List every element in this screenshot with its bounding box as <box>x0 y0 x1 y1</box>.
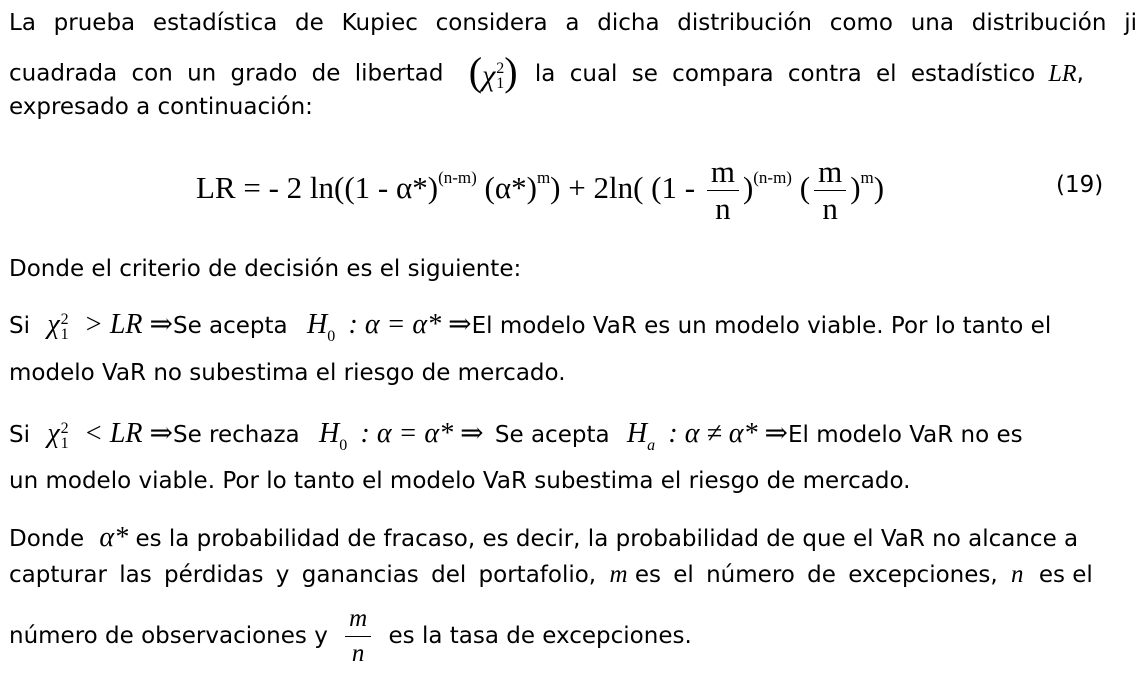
m-symbol: m <box>609 561 628 588</box>
rule-1-line-1: Si χ 2 1 > LR ⇒Se acepta $H_0$ : α = α* ⇒El modelo VaR es un modelo viable. Por lo tanto el <box>9 309 1052 345</box>
chi-symbol: χ <box>47 418 60 449</box>
rule-2-line-2: un modelo viable. Por lo tanto el modelo VaR subestima el riesgo de mercado. <box>9 468 911 494</box>
relation-lt-lr: < LR ⇒ <box>83 418 173 449</box>
definitions-line-1: Donde α* es la probabilidad de fracaso, es decir, la probabilidad de que el VaR no alcance a <box>9 522 1079 553</box>
h0-symbol: H <box>306 309 328 340</box>
fraction-m-over-n: $\frac{m}{n}$ <box>707 154 739 227</box>
text-segment: cuadrada con un grado de libertad <box>9 60 444 87</box>
text-segment: la cual se compara contra el estadístico <box>534 60 1036 87</box>
alpha-star-symbol: α* <box>99 522 129 553</box>
lr-symbol: LR <box>1048 60 1077 87</box>
hypothesis-null: : α = α* ⇒ <box>348 309 472 340</box>
hypothesis-null: : α = α* ⇒ <box>360 418 484 449</box>
paragraph-1-line-2: cuadrada con un grado de libertad (χ 2 1 ) la cual se compara contra el estadístico LR, <box>9 49 1084 94</box>
chi-square-expression: (χ 2 1 ) <box>468 49 518 94</box>
ha-symbol: H <box>626 418 648 449</box>
paragraph-1-line-3: expresado a continuación: <box>9 94 313 120</box>
chi-symbol: χ <box>47 309 60 340</box>
n-symbol: n <box>1011 561 1024 588</box>
hypothesis-alternative: : α ≠ α* ⇒ <box>668 418 788 449</box>
equation-number: (19) <box>1056 172 1104 198</box>
relation-gt-lr: > LR ⇒ <box>83 309 173 340</box>
rule-2-line-1: Si χ 2 1 < LR ⇒Se rechaza $H_0$ : α = α* ⇒ Se acepta $H_a$ : α ≠ α* ⇒El modelo VaR no es <box>9 418 1023 454</box>
definitions-line-3: número de observaciones y $\frac{m}{n}$ es la tasa de excepciones. <box>9 598 1137 674</box>
rule-1-line-2: modelo VaR no subestima el riesgo de mercado. <box>9 360 566 386</box>
criterion-intro: Donde el criterio de decisión es el siguiente: <box>9 256 522 282</box>
equation-19: LR = - 2 ln((1 - α*)$^{(n-m)}$ $(\alpha*)^m) + 2\ln$( (1 - $\frac{m}{n}$ )$^{(n-m)}$ ( $\frac{m}{n}$ )$^m$) <box>196 154 885 227</box>
h0-symbol: H <box>318 418 340 449</box>
definitions-line-2: capturar las pérdidas y ganancias del portafolio, m es el número de excepciones, n es el <box>9 561 1093 588</box>
fraction-m-over-n: $\frac{m}{n}$ <box>814 154 846 227</box>
fraction-m-over-n: $\frac{m}{n}$ <box>345 602 371 671</box>
paragraph-1-line-1: La prueba estadística de Kupiec considera a dicha distribución como una distribución ji <box>9 10 1137 36</box>
